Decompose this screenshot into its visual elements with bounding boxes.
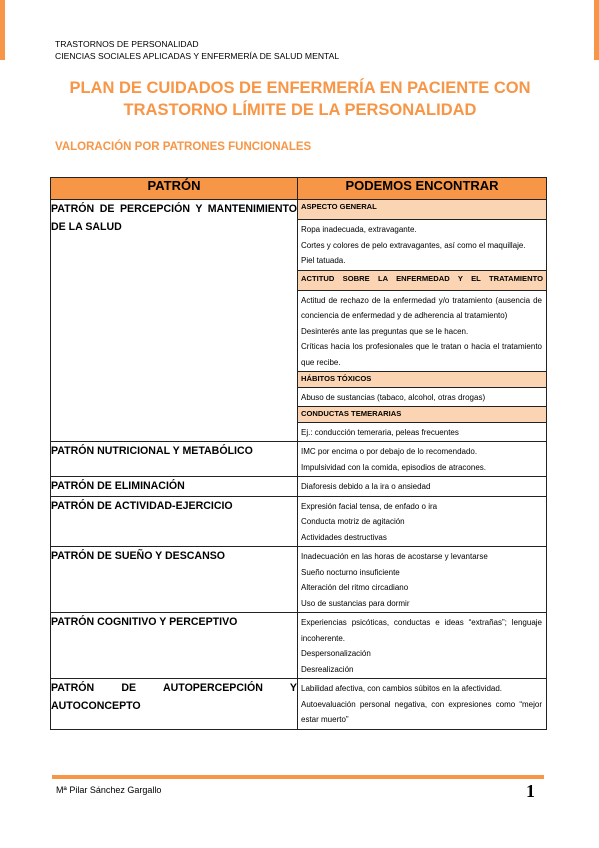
list-item: Uso de sustancias para dormir: [301, 598, 410, 608]
col-header-podemos-encontrar: PODEMOS ENCONTRAR: [298, 178, 547, 200]
patron-name: PATRÓN DE PERCEPCIÓN Y MANTENIMIENTO DE LA SALUD: [51, 200, 298, 442]
subsection-items: [298, 442, 546, 476]
patron-name: PATRÓN DE ELIMINACIÓN: [51, 477, 298, 497]
list-item: Labilidad afectiva, con cambios súbitos en la afectividad.: [301, 684, 503, 693]
table-row: [51, 442, 547, 477]
list-item: Experiencias psicóticas, conductas e ideas “extrañas”; lenguaje incoherente.: [301, 618, 542, 643]
subsection-items: [298, 613, 546, 678]
table-header-row: [51, 178, 547, 200]
list-item: Impulsividad con la comida, episodios de atracones.: [301, 462, 486, 472]
list-item: Desrealización: [301, 664, 354, 674]
details-cell: [298, 547, 547, 613]
list-item: Alteración del ritmo circadiano: [301, 583, 409, 592]
table-row: [51, 496, 547, 547]
list-item: Piel tatuada.: [301, 256, 346, 265]
footer-rule: [52, 775, 544, 779]
header-line-2: CIENCIAS SOCIALES APLICADAS Y ENFERMERÍA DE SALUD MENTAL: [55, 51, 340, 61]
subsection-items: [298, 220, 546, 271]
subsection-heading: HÁBITOS TÓXICOS: [298, 372, 546, 388]
header-line-1: TRASTORNOS DE PERSONALIDAD: [55, 39, 199, 49]
patron-name: PATRÓN DE SUEÑO Y DESCANSO: [51, 547, 298, 613]
list-item: Desinterés ante las preguntas que se le hacen.: [301, 326, 469, 336]
list-item: Actividades destructivas: [301, 532, 387, 542]
list-item: Ropa inadecuada, extravagante.: [301, 225, 417, 234]
right-accent-bar: [594, 0, 599, 60]
list-item: Diaforesis debido a la ira o ansiedad: [301, 482, 431, 491]
list-item: IMC por encima o por debajo de lo recomendado.: [301, 447, 478, 456]
patron-name: PATRÓN NUTRICIONAL Y METABÓLICO: [51, 442, 298, 477]
subsection-heading: ASPECTO GENERAL: [298, 200, 546, 220]
patron-name: PATRÓN DE ACTIVIDAD-EJERCICIO: [51, 496, 298, 547]
list-item: Expresión facial tensa, de enfado o ira: [301, 501, 438, 511]
subsection-items: [298, 291, 546, 373]
details-cell: [298, 477, 547, 497]
table-row: [51, 200, 547, 442]
list-item: Cortes y colores de pelo extravagantes, así como el maquillaje.: [301, 240, 526, 250]
subsection-items: [298, 477, 546, 496]
subsection-items: [298, 497, 546, 547]
details-cell: [298, 442, 547, 477]
details-cell: [298, 679, 547, 730]
list-item: Autoevaluación personal negativa, con expresiones como “mejor estar muerto”: [301, 699, 542, 724]
care-plan-table: [50, 177, 547, 730]
table-row: [51, 547, 547, 613]
list-item: Críticas hacia los profesionales que le tratan o hacia el tratamiento que recibe.: [301, 342, 542, 367]
col-header-patron: PATRÓN: [51, 178, 298, 200]
list-item: Inadecuación en las horas de acostarse y levantarse: [301, 552, 488, 561]
subsection-heading: CONDUCTAS TEMERARIAS: [298, 407, 546, 423]
footer-author: Mª Pilar Sánchez Gargallo: [56, 785, 162, 795]
list-item: Actitud de rechazo de la enfermedad y/o tratamiento (ausencia de conciencia de enfermedad y de adherencia al tratamiento): [301, 295, 542, 320]
subsection-heading: ACTITUD SOBRE LA ENFERMEDAD Y EL TRATAMIENTO: [298, 271, 546, 291]
patron-name: PATRÓN DE AUTOPERCEPCIÓN Y AUTOCONCEPTO: [51, 679, 298, 730]
subsection-items: [298, 388, 546, 408]
patron-name: PATRÓN COGNITIVO Y PERCEPTIVO: [51, 613, 298, 679]
list-item: Despersonalización: [301, 649, 371, 658]
list-item: Sueño nocturno insuficiente: [301, 567, 400, 577]
title-line-1: PLAN DE CUIDADOS DE ENFERMERÍA EN PACIENTE CON: [69, 79, 531, 97]
left-accent-bar: [0, 0, 5, 60]
title-line-2: TRASTORNO LÍMITE DE LA PERSONALIDAD: [123, 101, 477, 119]
document-title: [40, 77, 560, 121]
details-cell: [298, 613, 547, 679]
list-item: Abuso de sustancias (tabaco, alcohol, otras drogas): [301, 392, 486, 402]
subsection-items: [298, 679, 546, 729]
table-row: [51, 477, 547, 497]
table-row: [51, 613, 547, 679]
details-cell: [298, 496, 547, 547]
details-cell: [298, 200, 547, 442]
page-number: 1: [526, 781, 535, 801]
subsection-items: [298, 547, 546, 612]
section-title: VALORACIÓN POR PATRONES FUNCIONALES: [55, 141, 312, 153]
subsection-items: [298, 423, 546, 442]
table-row: [51, 679, 547, 730]
list-item: Ej.: conducción temeraria, peleas frecuentes: [301, 427, 459, 437]
running-header: [55, 38, 339, 62]
list-item: Conducta motriz de agitación: [301, 517, 405, 526]
